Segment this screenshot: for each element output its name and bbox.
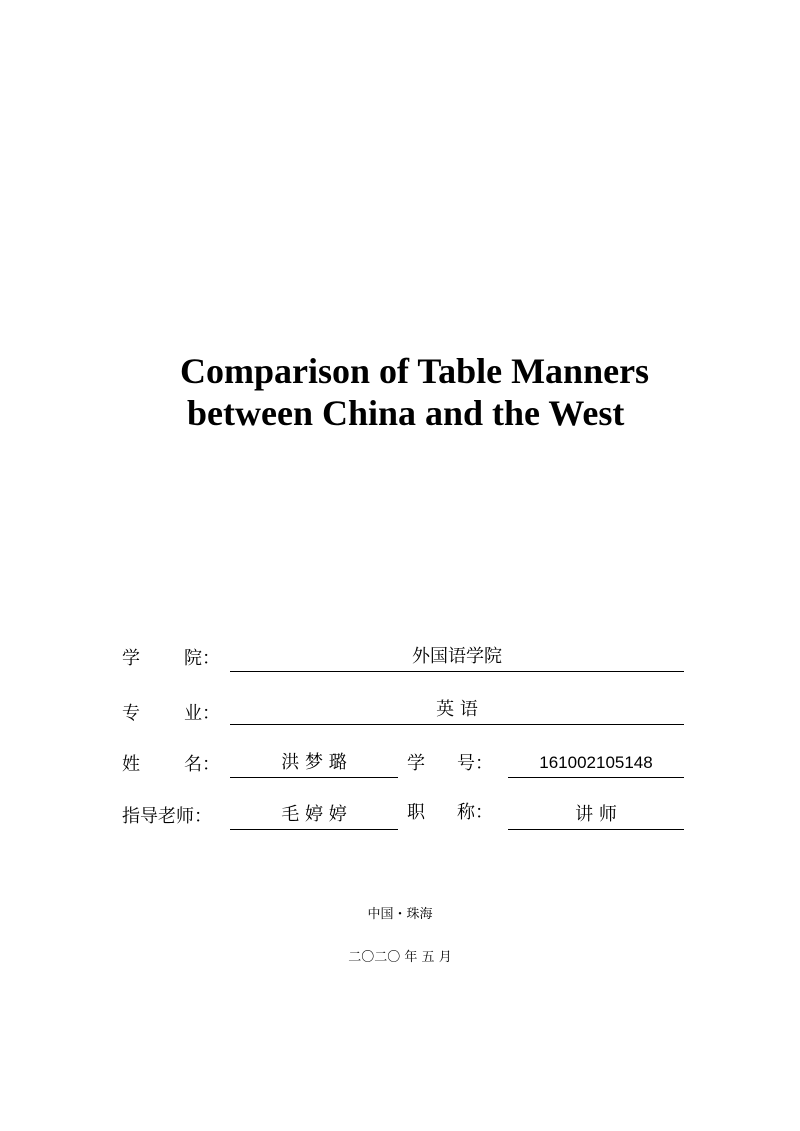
title-rank-label: 职 称： <box>407 802 493 823</box>
title-rank-field: 讲 师 <box>508 804 684 830</box>
advisor-field: 毛 婷 婷 <box>230 804 398 830</box>
student-id-label: 学 号： <box>407 753 493 774</box>
college-label: 学 院： <box>122 648 220 669</box>
college-field: 外国语学院 <box>230 646 684 672</box>
thesis-title-line-1: Comparison of Table Manners <box>180 351 650 391</box>
advisor-label: 指导老师： <box>122 806 212 827</box>
student-id-field: 161002105148 <box>508 752 684 778</box>
major-field: 英 语 <box>230 699 684 725</box>
thesis-title-line-2: between China and the West <box>187 393 625 433</box>
name-field: 洪 梦 璐 <box>230 752 398 778</box>
major-label: 专 业： <box>122 703 220 724</box>
name-label: 姓 名： <box>122 754 220 775</box>
footer-date: 二〇二〇 年 五 月 <box>348 950 452 965</box>
footer-place: 中国・珠海 <box>367 907 433 922</box>
